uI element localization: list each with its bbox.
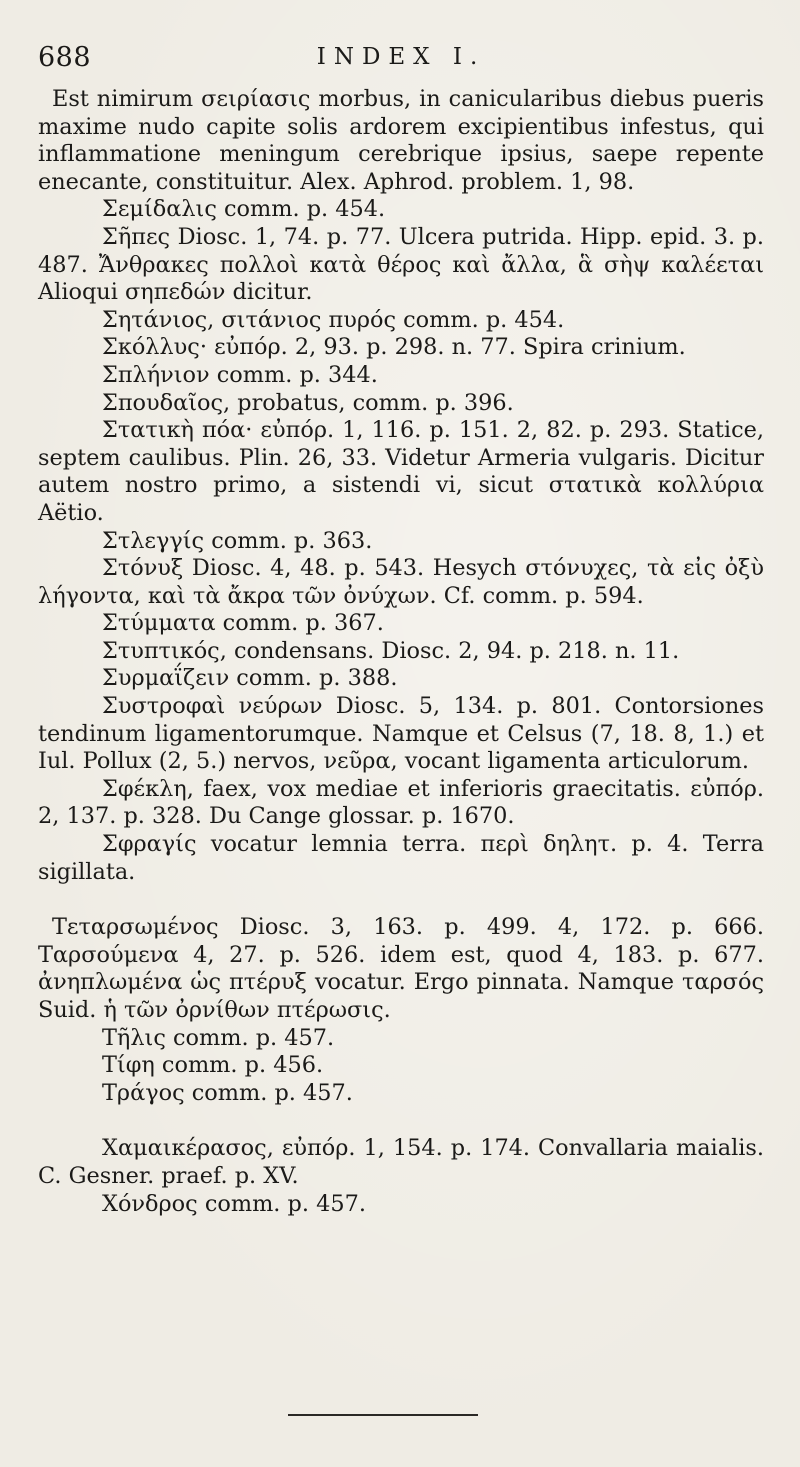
entry-spoudaios: Σπουδαῖος, probatus, comm. p. 396. (102, 389, 514, 416)
entry-styptikos: Στυπτικός, condensans. Diosc. 2, 94. p. 218. n. 11. (102, 637, 680, 664)
entry-systrophai: Συστροφαὶ νεύρων Diosc. 5, 134. p. 801. Contorsiones tendinum ligamentorumque. Namque et Celsus (7, 18. 8, 1.) et Iul. Pollux (2, 5.) nervos, νεῦρα, vocant ligamenta articulorum. (38, 693, 764, 775)
entry-skollys: Σκόλλυς· εὐπόρ. 2, 93. p. 298. n. 77. Spira crinium. (102, 334, 686, 361)
running-title: INDEX I. (316, 44, 486, 70)
entry-statike: Στατικὴ πόα· εὐπόρ. 1, 116. p. 151. 2, 82. p. 293. Statice, septem caulibus. Plin. 26, 33. Videtur Armeria vulgaris. Dicitur autem nostro primo, a sistendi vi, sicut στατικὰ κολλύρια Aëtio. (38, 417, 764, 526)
entry-chamaikerasos: Χαμαικέρασος, εὐπόρ. 1, 154. p. 174. Convallaria maialis. C. Gesner. praef. p. XV. (38, 1135, 764, 1189)
page-number: 688 (38, 42, 92, 73)
end-rule (288, 1414, 478, 1416)
entry-sphragis: Σφραγίς vocatur lemnia terra. περὶ δηλητ. p. 4. Terra sigillata. (38, 831, 764, 885)
index-text (38, 86, 764, 1218)
entry-splenion: Σπλήνιον comm. p. 344. (102, 361, 378, 388)
entry-sphekle: Σφέκλη, faex, vox mediae et inferioris graecitatis. εὐπόρ. 2, 137. p. 328. Du Cange glossar. p. 1670. (38, 775, 764, 830)
entry-tetarsomenos: Τεταρσωμένος Diosc. 3, 163. p. 499. 4, 172. p. 666. Ταρσούμενα 4, 27. p. 526. idem est, quod 4, 183. p. 677. ἀνηπλωμένα ὡς πτέρυξ vocatur. Ergo pinnata. Namque ταρσός Suid. ἡ τῶν ὀρνίθων πτέρωσις. (38, 914, 764, 1023)
entry-telis: Τῆλις comm. p. 457. (102, 1024, 335, 1051)
entry-syrmaizein: Συρμαΐζειν comm. p. 388. (102, 665, 398, 692)
paragraph-seiriasis: Est nimirum σειρίασις morbus, in canicularibus diebus pueris maxime nudo capite solis ardorem excipientibus infestus, qui inflammatione meningum cerebrique ipsius, saepe repente enecante, constituitur. Alex. Aphrod. problem. 1, 98. (38, 86, 764, 195)
entry-sepes: Σῆπες Diosc. 1, 74. p. 77. Ulcera putrida. Hipp. epid. 3. p. 487. Ἄνθρακες πολλοὶ κατὰ θέρος καὶ ἄλλα, ἃ σὴψ καλέεται Alioqui σηπεδών dicitur. (38, 223, 764, 306)
entry-stlengis: Στλεγγίς comm. p. 363. (102, 527, 373, 554)
entry-tiphe: Τίφη comm. p. 456. (102, 1052, 324, 1079)
entry-tragos: Τράγος comm. p. 457. (102, 1079, 353, 1106)
entry-stonyx: Στόνυξ Diosc. 4, 48. p. 543. Hesych στόνυχες, τὰ εἰς ὀξὺ λήγοντα, καὶ τὰ ἄκρα τῶν ὀνύχων. Cf. comm. p. 594. (38, 555, 764, 609)
entry-semidalis: Σεμίδαλις comm. p. 454. (102, 196, 386, 223)
entry-setanios: Σητάνιος, σιτάνιος πυρός comm. p. 454. (102, 306, 565, 333)
entry-chondros: Χόνδρος comm. p. 457. (102, 1190, 366, 1217)
page-header (38, 38, 764, 86)
entry-stymmata: Στύμματα comm. p. 367. (102, 610, 384, 637)
